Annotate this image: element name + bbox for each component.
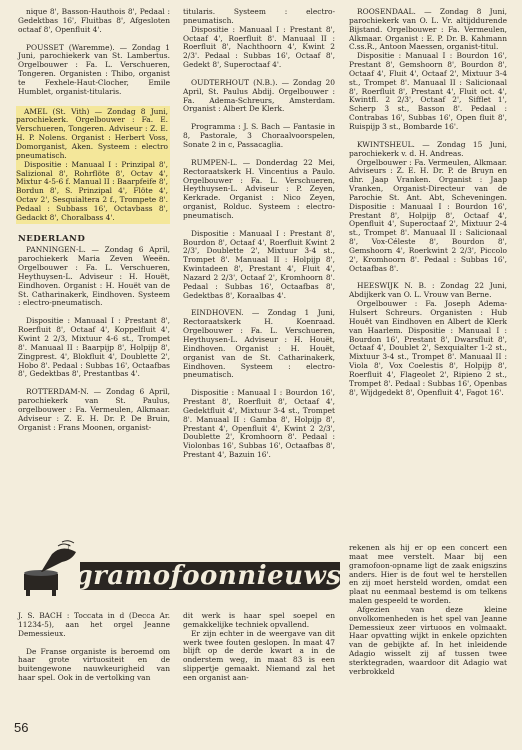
paragraph-heeswijk-details: Orgelbouwer : Fa. Joseph Adema-Hulsert Schreurs. Organisten : Hub Houët van Eindhoven en Albert de Klerk van Haarlem. Dispositie : Manuaal I : Bourdon 16', Prestant 8', Dwarsfluit 8', Octaaf 4', Doublet 2', Sexquialter 1-2 st., Mixtuur 3-4 st., Trompet 8'. Manuaal II : Viola 8', Vox Coelestis 8', Holpijp 8', Roerfluit 4', Flageolet 2', Ripieno 2 st., Trompet 8'. Pedaal : Subbas 16', Openbas 8', Wijdgedekt 8', Openfluit 4', Fagot 16'. [349,299,507,397]
gramophone-icon [24,541,76,596]
section-heading-nederland: NEDERLAND [18,233,86,244]
review-column-right [349,544,507,677]
paragraph-review-3a: rekenen als hij er op een concert een maat mee verstelt. Maar bij een gramofoon-opname ligt de zaak enigszins anders. Hier is de fout wel te herstellen en zij moet hersteld worden, omdat een plaat nu eenmaal bestemd is om telkens malen gespeeld te worden. [349,543,507,606]
paragraph-amel-dispositie: Dispositie : Manuaal I : Prinzipal 8', Salizional 8', Rohrflöte 8', Octav 4', Mixtur 4-5-6 f. Manual II : Baarpfeife 8', Bordun 8', S. Prinzipal 4', Flöte 4', Octav 2', Sesquialtera 2 f., Trompete 8'. Pedaal : Subbass 16', Octavbass 8', Gedackt 8', Choralbass 4'. [16,159,168,222]
paragraph-eindhoven: EINDHOVEN. — Zondag 1 Juni, Rectoraatskerk H. Koenraad. Orgelbouwer : Fa. L. Verschueren, Heythuysen-L. Adviseur : H. Houët, Eindhoven. Organist : H. Houët, organist van de St. Catharinakerk, Eindhoven. Systeem : electro-pneumatisch. [183,308,335,380]
paragraph-kwintsheul: KWINTSHEUL. — Zondag 15 Juni, parochiekerk v. d. H. Andreas. [349,139,507,158]
paragraph-col2-0: titularis. Systeem : electro-pneumatisch. [183,7,335,25]
paragraph-review-2a: dit werk is haar spel soepel en gemakkelijke techniek opvallend. [183,611,335,629]
paragraph-amel: AMEL (St. Vith) — Zondag 8 Juni, parochiekerk. Orgelbouwer : Fa. E. Verschueren, Tongeren. Adviseur : Z. E. H. P. Nolens. Organist : Herbert Voss, Domorganist, Aken. Systeem : electro pneumatisch. [16,106,168,160]
page-number: 56 [14,720,29,735]
paragraph-pousset: POUSSET (Waremme). — Zondag 1 Juni, parochiekerk van St. Lambertus. Orgelbouwer : Fa. L. Verschueren, Tongeren. Organisten : Thibo, organist te Fexhele-Haut-Clocher, Emile Humblet, organist-titularis. [18,42,170,96]
paragraph-review-intro: De Franse organiste is beroemd om haar grote virtuositeit en de buitengewone nauwkeurigheid van haar spel. Ook in de vertolking van [18,646,170,683]
column-right [349,8,507,397]
paragraph-heeswijk: HEESWIJK N. B. : Zondag 22 Juni, Abdijkerk van O. L. Vrouw van Berne. [349,281,507,300]
review-column-middle [183,612,335,683]
paragraph-roosendaal-dispositie: Dispositie : Manuaal I : Bourdon 16', Prestant 8', Gemshoorn 8', Bourdon 8', Octaaf 4', Fluit 4', Octaaf 2', Mixtuur 3-4 st., Trompet 8'. Manuaal II : Salicionaal 8', Roerfluit 8', Prestant 4', Fluit oct. 4', Kwintfl. 2 2/3', Octaaf 2', Sifflet 1', Scherp 3 st., Basson 8'. Pedaal : Contrabas 16', Subbas 16', Open fluit 8', Ruispijp 3 st., Bombarde 16'. [349,51,507,131]
paragraph-panningen: PANNINGEN-L. — Zondag 6 April, parochiekerk Maria Zeven Weeën. Orgelbouwer : Fa. L. Verschueren, Heythuysen-L. Adviseur : H. Houët, Eindhoven. Organist : H. Houët van de St. Catharinakerk, Eindhoven. Systeem : electro-pneumatisch. [18,245,170,308]
paragraph-review-2b: Er zijn echter in de weergave van dit werk twee fouten geslopen. In maat 47 blijft op de derde kwart a in de onderstem weg, in maat 83 is een slippertje gemaakt. Niemand zal het een organist aan- [183,628,335,682]
gramofoonnieuws-banner [18,540,344,610]
paragraph-eindhoven-dispositie: Dispositie : Manuaal I : Bourdon 16', Prestant 8', Roerfluit 8', Octaaf 4', Gedektfluit 4', Mixtuur 3-4 st., Trompet 8'. Manuaal II : Gamba 8', Holpijp 8', Prestant 4', Openfluit 4', Kwint 2 2/3', Doublette 2', Kromhoorn 8'. Pedaal : Violonbas 16', Subbas 16', Octaafbas 8', Prestant 4', Bazuin 16'. [183,388,335,460]
column-left [18,8,170,432]
paragraph-review-3b: Afgezien van deze kleine onvolkomenheden is het spel van Jeanne Demessieux zeer virtuoos en volmaakt. Haar opvatting wijkt in enkele opzichten van de gebijkte af. In het inleidende Adagio wisselt zij af tussen twee sterktegraden, waardoor dit Adagio wat verbrokkeld [349,604,507,676]
highlighted-block-amel [16,106,170,224]
paragraph-rumpen: RUMPEN-L. — Donderdag 22 Mei, Rectoraatskerk H. Vincentius a Paulo. Orgelbouwer : Fa. L. Verschueren, Heythuysen-L. Adviseur : P. Zeyen, Kerkrade. Organist : Nico Zeyen, organist, Rolduc. Systeem : electro-pneumatisch. [183,157,335,220]
column-middle [183,8,335,460]
review-column-left [18,612,170,683]
paragraph-review-title: J. S. BACH : Toccata in d (Decca Ar. 11234-5), aan het orgel Jeanne Demessieux. [18,611,170,638]
svg-text:♪: ♪ [66,543,72,552]
paragraph-rumpen-dispositie: Dispositie : Manuaal I : Prestant 8', Bourdon 8', Octaaf 4', Roerfluit Kwint 2 2/3', Doublette 2', Mixtuur 3-4 st., Trompet 8'. Manuaal II : Holpijp 8', Kwintadeen 8', Prestant 4', Fluit 4', Nazard 2 2/3', Octaaf 2', Kromhoorn 8'. Pedaal : Subbas 16', Octaafbas 8', Gedektbas 8', Koraalbas 4'. [183,228,335,300]
paragraph-col1-0: nique 8', Basson-Hauthois 8', Pedaal : Gedektbas 16', Fluitbas 8', Afgesloten octaaf 8', Openfluit 4'. [18,7,170,34]
paragraph-roosendaal: ROOSENDAAL. — Zondag 8 Juni, parochiekerk van O. L. Vr. altijddurende Bijstand. Orgelbouwer : Fa. Vermeulen, Alkmaar. Organist : E. P. Dr. B. Kahmann C.ss.R., Antoon Maessen, organist-titul. [349,7,507,52]
paragraph-programma: Programma : J. S. Bach — Fantasie in 8, Pastorale, 3 Choraalvoorspelen, Sonate 2 in c, Passacaglia. [183,122,335,149]
paragraph-rotterdam: ROTTERDAM-N. — Zondag 6 April, parochiekerk van St. Paulus, orgelbouwer : Fa. Vermeulen, Alkmaar. Adviseur : Z. E. H. Dr. P. De Bruin, Organist : Frans Moonen, organist- [18,387,170,432]
banner-illustration [18,540,344,610]
paragraph-oudterhout: OUDTERHOUT (N.B.). — Zondag 20 April, St. Paulus Abdij. Orgelbouwer : Fa. Adema-Schreurs, Amsterdam. Organist : Albert De Klerk. [183,77,335,114]
paragraph-rotterdam-dispositie: Dispositie : Manuaal I : Prestant 8', Octaaf 4', Roerfluit 8'. Manuaal II : Roerfluit 8', Nachthoorn 4', Kwint 2 2/3'. Pedaal : Subbas 16', Octaaf 8', Gedekt 8', Superoctaaf 4'. [183,24,335,70]
banner-title: gramofoonnieuws [74,561,342,591]
paragraph-panningen-dispositie: Dispositie : Manuaal I : Prestant 8', Roerfluit 8', Octaaf 4', Koppelfluit 4', Kwint 2 2/3, Mixtuur 4-6 st., Trompet 8'. Manuaal II : Baarpijp 8', Holpijp 8', Zingprest. 4', Blokfluit 4', Doublette 2', Hobo 8'. Pedaal : Subbas 16', Octaafbas 8', Gedektbas 8', Prestantbas 4'. [18,316,170,379]
paragraph-kwintsheul-details: Orgelbouwer : Fa. Vermeulen, Alkmaar. Adviseurs : Z. E. H. Dr. P. de Bruyn en dhr. Jaap Vranken. Organist : Jaap Vranken, Organist-Directeur van de Parochie St. Ant. Abt, Scheveningen. Dispositie : Manuaal I : Bourdon 16', Prestant 8', Holpijp 8', Octaaf 4', Openfluit 4', Superoctaaf 2', Mixtuur 2-4 st., Trompet 8'. Manuaal II : Salicionaal 8', Vox-Céleste 8', Bourdon 8', Gemshoorn 4', Roerkwint 2 2/3', Piccolo 2', Kromhoorn 8'. Pedaal : Subbas 16', Octaafbas 8'. [349,157,507,273]
